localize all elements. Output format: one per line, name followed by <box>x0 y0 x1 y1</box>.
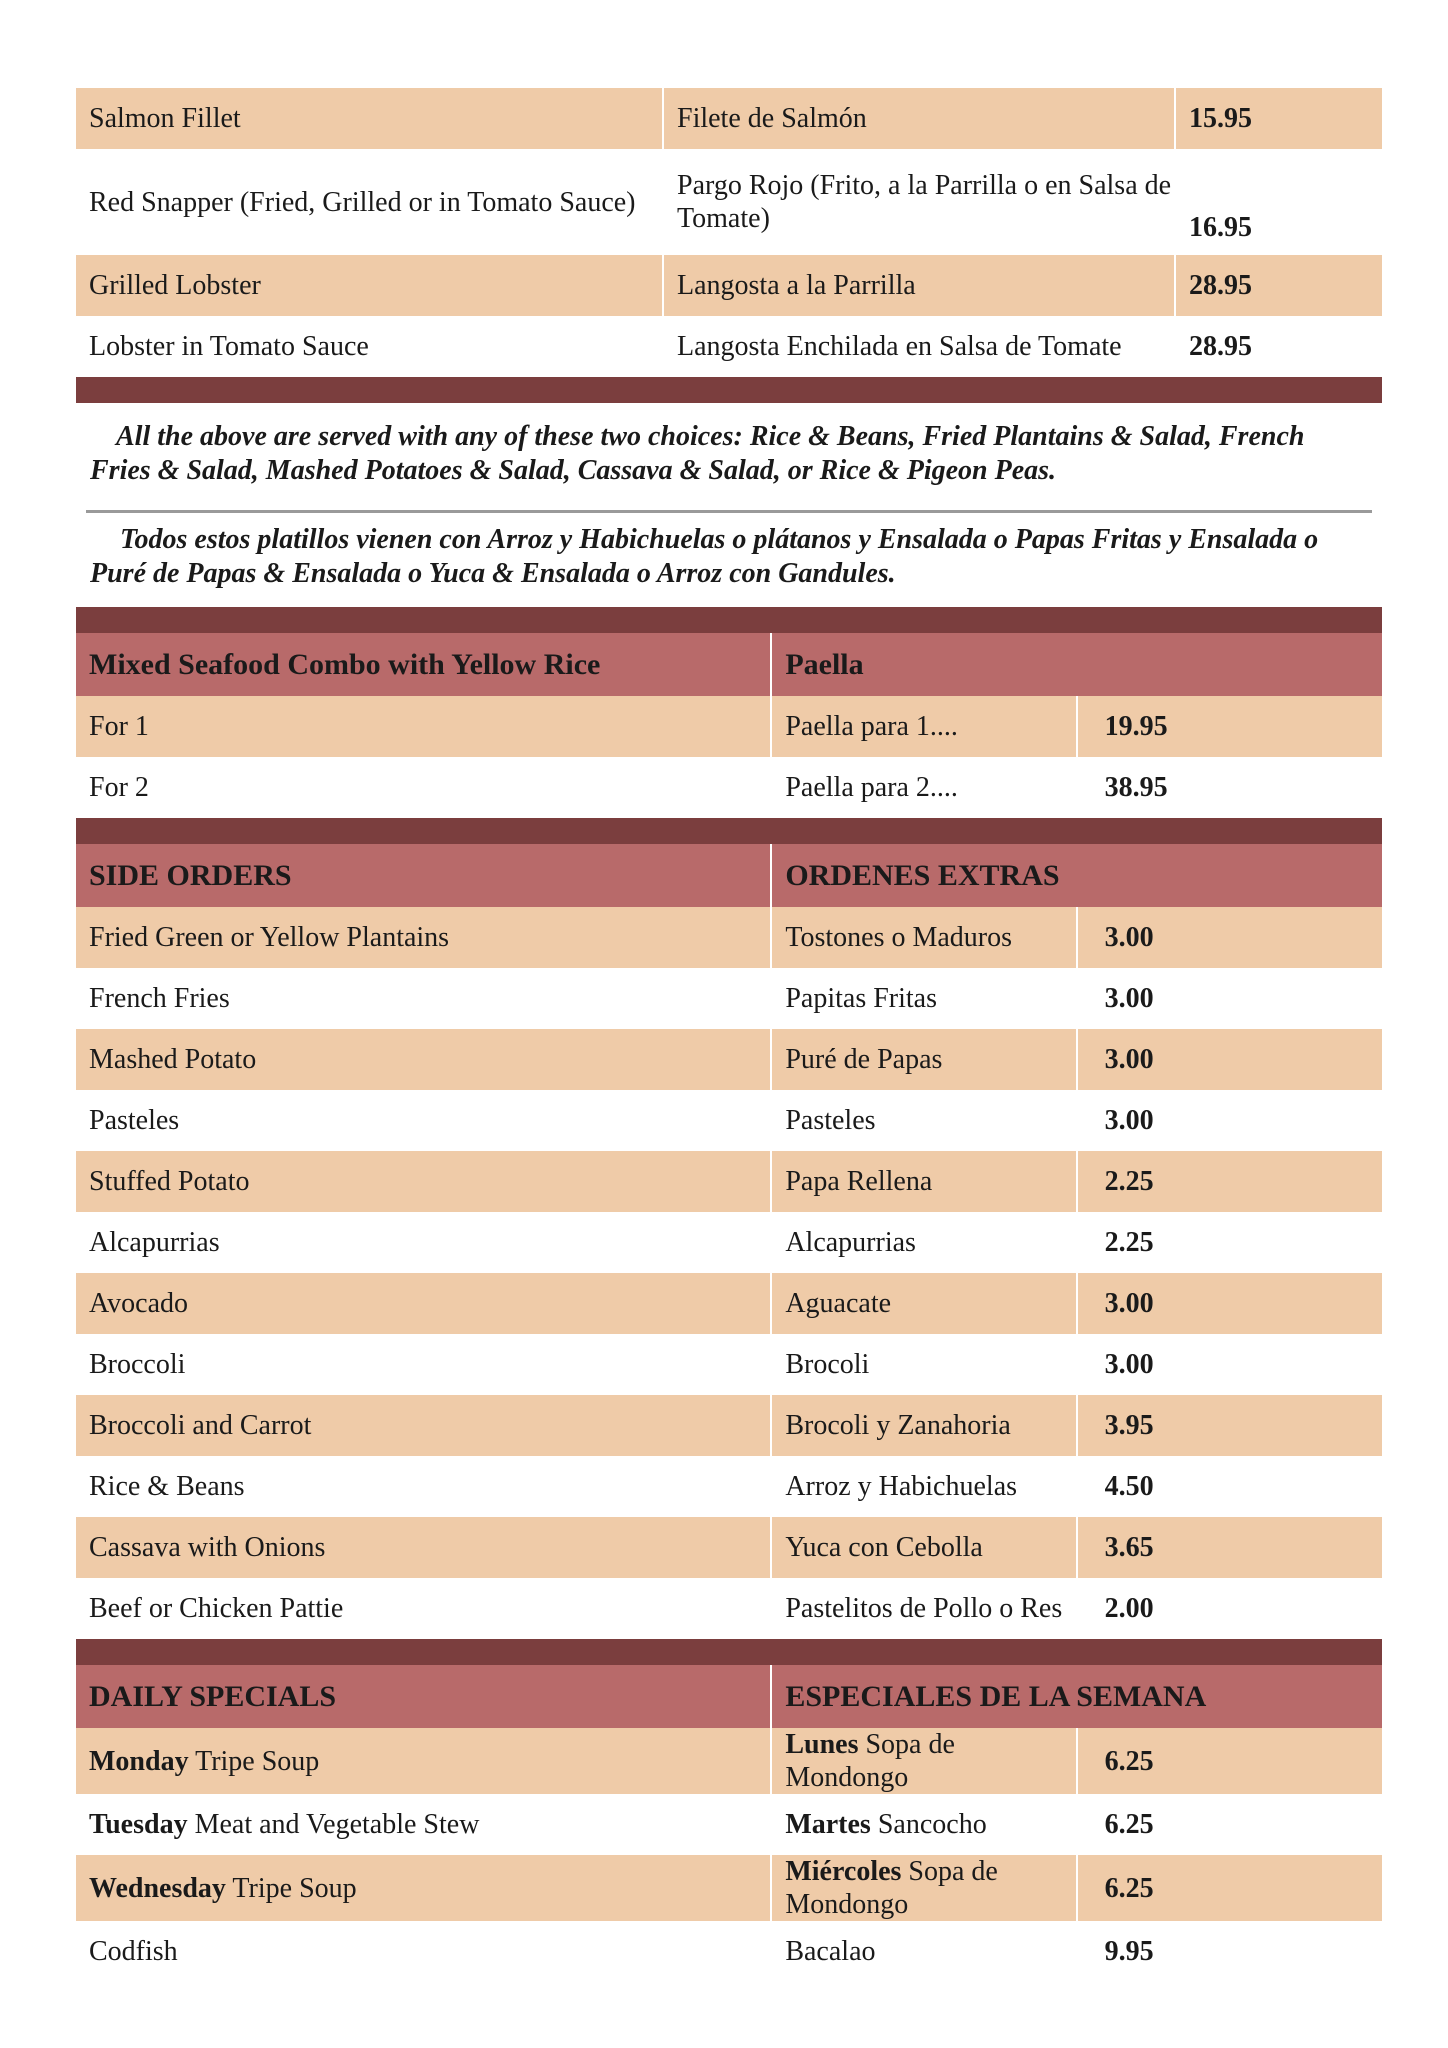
item-name-en: Avocado <box>76 1273 771 1334</box>
table-row <box>76 1334 1382 1395</box>
item-name-es: Pasteles <box>771 1090 1076 1151</box>
table-row <box>76 696 1382 757</box>
item-price: 6.25 <box>1077 1728 1382 1794</box>
table-row <box>76 1578 1382 1639</box>
table-row <box>76 1212 1382 1273</box>
table-row <box>76 1029 1382 1090</box>
item-name-en: Stuffed Potato <box>76 1151 771 1212</box>
fish-table <box>76 88 1382 377</box>
item-name-en: For 2 <box>89 772 149 803</box>
table-row <box>76 316 1382 377</box>
section-title-es: ORDENES EXTRAS <box>771 844 1382 907</box>
section-title-en: Mixed Seafood Combo with Yellow Rice <box>76 633 771 696</box>
item-price: 16.95 <box>1175 149 1382 255</box>
item-name-es: Alcapurrias <box>771 1212 1076 1273</box>
table-row <box>76 1728 1382 1794</box>
item-price: 2.00 <box>1077 1578 1382 1639</box>
divider-band <box>76 818 1382 844</box>
sides-note-spanish: Todos estos platillos vienen con Arroz y Habichuelas o plátanos y Ensalada o Papas Fritas y Ensalada o Puré de Papas & Ensalada o Yuca & Ensalada o Arroz con Gandules. <box>90 524 1319 589</box>
section-title-en: SIDE ORDERS <box>76 844 771 907</box>
item-price: 6.25 <box>1077 1855 1382 1921</box>
item-name-es: Tostones o Maduros <box>771 907 1076 968</box>
dish-name: Codfish <box>89 1936 178 1967</box>
item-name-en: Fried Green or Yellow Plantains <box>76 907 771 968</box>
table-row <box>76 1794 1382 1855</box>
section-title-en: DAILY SPECIALS <box>76 1665 771 1728</box>
special-en <box>76 1855 771 1921</box>
menu-page <box>76 88 1382 1982</box>
day-name: Miércoles <box>785 1856 902 1887</box>
day-name: Lunes <box>785 1729 859 1760</box>
dish-name: Meat and Vegetable Stew <box>187 1809 480 1840</box>
section-title-es: ESPECIALES DE LA SEMANA <box>771 1665 1382 1728</box>
item-price: 28.95 <box>1175 316 1382 377</box>
section-header <box>76 633 1382 696</box>
section-header <box>76 1665 1382 1728</box>
item-name-en: Lobster in Tomato Sauce <box>89 331 369 362</box>
item-name-es: Paella para 2.... <box>771 757 1076 818</box>
item-price: 6.25 <box>1077 1794 1382 1855</box>
special-es <box>771 1855 1076 1921</box>
table-row <box>76 255 1382 316</box>
table-row <box>76 1395 1382 1456</box>
item-name-es: Pargo Rojo (Frito, a la Parrilla o en Salsa de Tomate) <box>663 149 1175 255</box>
dish-name: Sopa de Mondongo <box>785 1856 998 1920</box>
item-price: 28.95 <box>1175 255 1382 316</box>
item-name-en: Red Snapper (Fried, Grilled or in Tomato Sauce) <box>89 186 636 218</box>
table-row <box>76 968 1382 1029</box>
special-es <box>771 1794 1076 1855</box>
item-name-en: Rice & Beans <box>89 1471 245 1502</box>
day-name: Tuesday <box>89 1809 188 1840</box>
divider-band <box>76 1639 1382 1665</box>
item-name-en: Alcapurrias <box>89 1227 220 1258</box>
divider-rule <box>86 510 1372 513</box>
item-name-es: Papitas Fritas <box>771 968 1076 1029</box>
item-price: 3.00 <box>1077 1090 1382 1151</box>
dish-name: Bacalao <box>785 1936 876 1967</box>
item-price: 2.25 <box>1077 1212 1382 1273</box>
table-row <box>76 1456 1382 1517</box>
item-name-en: Mashed Potato <box>76 1029 771 1090</box>
item-price: 4.50 <box>1077 1456 1382 1517</box>
item-name-es: Brocoli y Zanahoria <box>771 1395 1076 1456</box>
item-price: 3.00 <box>1077 1273 1382 1334</box>
table-row <box>76 907 1382 968</box>
item-name-en: For 1 <box>76 696 771 757</box>
dish-name: Tripe Soup <box>225 1872 357 1904</box>
item-price: 2.25 <box>1077 1151 1382 1212</box>
item-name-en: Broccoli and Carrot <box>76 1395 771 1456</box>
item-price: 3.00 <box>1077 1334 1382 1395</box>
section-title-es: Paella <box>771 633 1382 696</box>
day-name: Monday <box>89 1745 189 1777</box>
divider-band <box>76 377 1382 403</box>
item-name-es: Papa Rellena <box>771 1151 1076 1212</box>
item-price: 38.95 <box>1077 757 1382 818</box>
table-row <box>76 757 1382 818</box>
item-name-es: Langosta Enchilada en Salsa de Tomate <box>663 316 1175 377</box>
item-name-es: Filete de Salmón <box>663 88 1175 149</box>
table-row <box>76 1517 1382 1578</box>
table-row <box>76 149 1382 255</box>
item-price: 3.00 <box>1077 968 1382 1029</box>
table-row <box>76 1273 1382 1334</box>
side-orders-table <box>76 844 1382 1639</box>
divider-band <box>76 607 1382 633</box>
special-es <box>771 1921 1076 1982</box>
item-name-en: Cassava with Onions <box>76 1517 771 1578</box>
item-name-en: French Fries <box>89 983 230 1014</box>
special-en <box>76 1728 771 1794</box>
item-price: 3.95 <box>1077 1395 1382 1456</box>
item-name-en: Grilled Lobster <box>76 255 663 316</box>
item-name-es: Pastelitos de Pollo o Res <box>771 1578 1076 1639</box>
item-name-en: Pasteles <box>89 1105 180 1136</box>
item-name-es: Aguacate <box>771 1273 1076 1334</box>
item-price: 15.95 <box>1175 88 1382 149</box>
special-en <box>76 1921 771 1982</box>
table-row <box>76 88 1382 149</box>
item-name-es: Paella para 1.... <box>771 696 1076 757</box>
item-name-en: Beef or Chicken Pattie <box>89 1593 344 1624</box>
dish-name: Sopa de Mondongo <box>785 1729 955 1793</box>
section-header <box>76 844 1382 907</box>
item-name-es: Arroz y Habichuelas <box>771 1456 1076 1517</box>
item-name-es: Langosta a la Parrilla <box>663 255 1175 316</box>
sides-note-english: All the above are served with any of these two choices: Rice & Beans, Fried Plantains & Salad, French Fries & Salad, Mashed Potatoes & Salad, Cassava & Salad, or Rice & Pigeon Peas. <box>90 421 1305 486</box>
special-es <box>771 1728 1076 1794</box>
table-row <box>76 1855 1382 1921</box>
item-price: 9.95 <box>1077 1921 1382 1982</box>
item-price: 3.00 <box>1077 907 1382 968</box>
item-name-en: Broccoli <box>89 1349 186 1380</box>
special-en <box>76 1794 771 1855</box>
item-name-en: Salmon Fillet <box>76 88 663 149</box>
item-price: 3.00 <box>1077 1029 1382 1090</box>
day-name: Wednesday <box>89 1872 226 1904</box>
daily-specials-table <box>76 1665 1382 1982</box>
paella-table <box>76 633 1382 818</box>
item-name-es: Brocoli <box>771 1334 1076 1395</box>
item-price: 19.95 <box>1077 696 1382 757</box>
day-name: Martes <box>785 1809 871 1840</box>
table-row <box>76 1151 1382 1212</box>
dish-name: Tripe Soup <box>188 1745 320 1777</box>
dish-name: Sancocho <box>870 1809 987 1840</box>
table-row <box>76 1090 1382 1151</box>
item-name-es: Puré de Papas <box>771 1029 1076 1090</box>
item-name-es: Yuca con Cebolla <box>771 1517 1076 1578</box>
table-row <box>76 1921 1382 1982</box>
item-price: 3.65 <box>1077 1517 1382 1578</box>
